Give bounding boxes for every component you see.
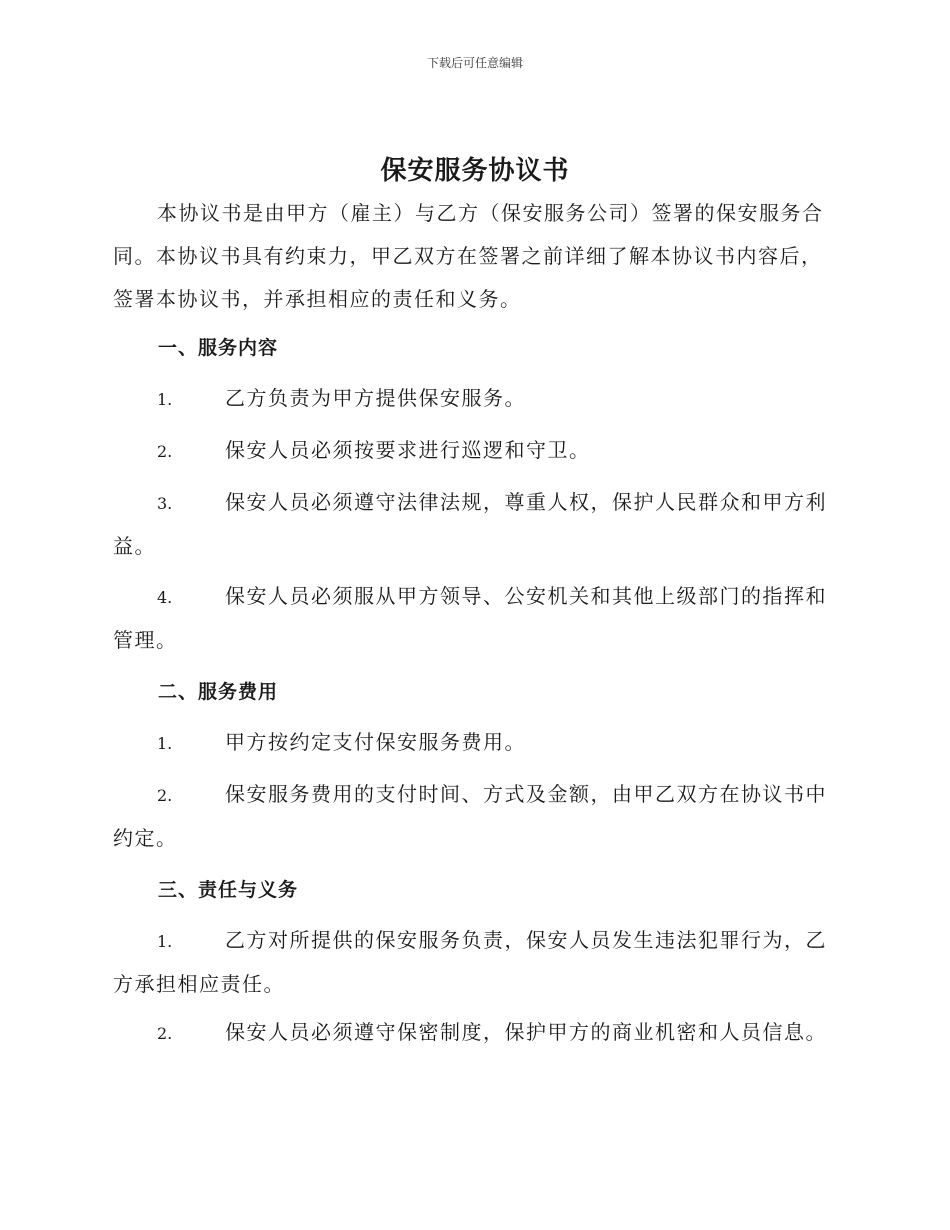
- item-number: 1.: [157, 932, 173, 951]
- section-heading-service-fees: 二、服务费用: [158, 681, 279, 703]
- list-item: [113, 773, 833, 860]
- list-item: [113, 919, 833, 1006]
- item-text: 保安人员必须服从甲方领导、公安机关和其他上级部门的指挥和管理。: [113, 584, 827, 652]
- list-item: [113, 377, 833, 421]
- item-number: 2.: [157, 786, 173, 805]
- item-text: 保安人员必须遵守保密制度，保护甲方的商业机密和人员信息。: [225, 1020, 827, 1044]
- item-text: 保安服务费用的支付时间、方式及金额，由甲乙双方在协议书中约定。: [113, 782, 827, 850]
- list-item: [113, 721, 833, 765]
- section-heading-service-content: 一、服务内容: [158, 337, 279, 359]
- item-number: 1.: [157, 390, 173, 409]
- item-number: 1.: [157, 734, 173, 753]
- list-item: [113, 575, 833, 662]
- item-text: 乙方对所提供的保安服务负责，保安人员发生违法犯罪行为，乙方承担相应责任。: [113, 928, 827, 996]
- item-text: 保安人员必须遵守法律法规，尊重人权，保护人民群众和甲方利益。: [113, 490, 827, 558]
- list-item: [113, 481, 833, 568]
- list-item: [113, 1011, 833, 1055]
- list-item: [113, 429, 833, 473]
- item-number: 4.: [157, 588, 173, 607]
- item-number: 3.: [157, 494, 173, 513]
- intro-paragraph: 本协议书是由甲方（雇主）与乙方（保安服务公司）签署的保安服务合同。本协议书具有约束力，甲乙双方在签署之前详细了解本协议书内容后，签署本协议书，并承担相应的责任和义务。: [113, 201, 824, 311]
- item-number: 2.: [157, 442, 173, 461]
- section-heading-responsibilities: 三、责任与义务: [158, 879, 299, 901]
- item-text: 乙方负责为甲方提供保安服务。: [225, 386, 526, 410]
- header-note: 下载后可任意编辑: [426, 56, 523, 70]
- item-text: 保安人员必须按要求进行巡逻和守卫。: [225, 438, 591, 462]
- document-title: 保安服务协议书: [380, 156, 570, 186]
- item-number: 2.: [157, 1024, 173, 1043]
- item-text: 甲方按约定支付保安服务费用。: [225, 730, 526, 754]
